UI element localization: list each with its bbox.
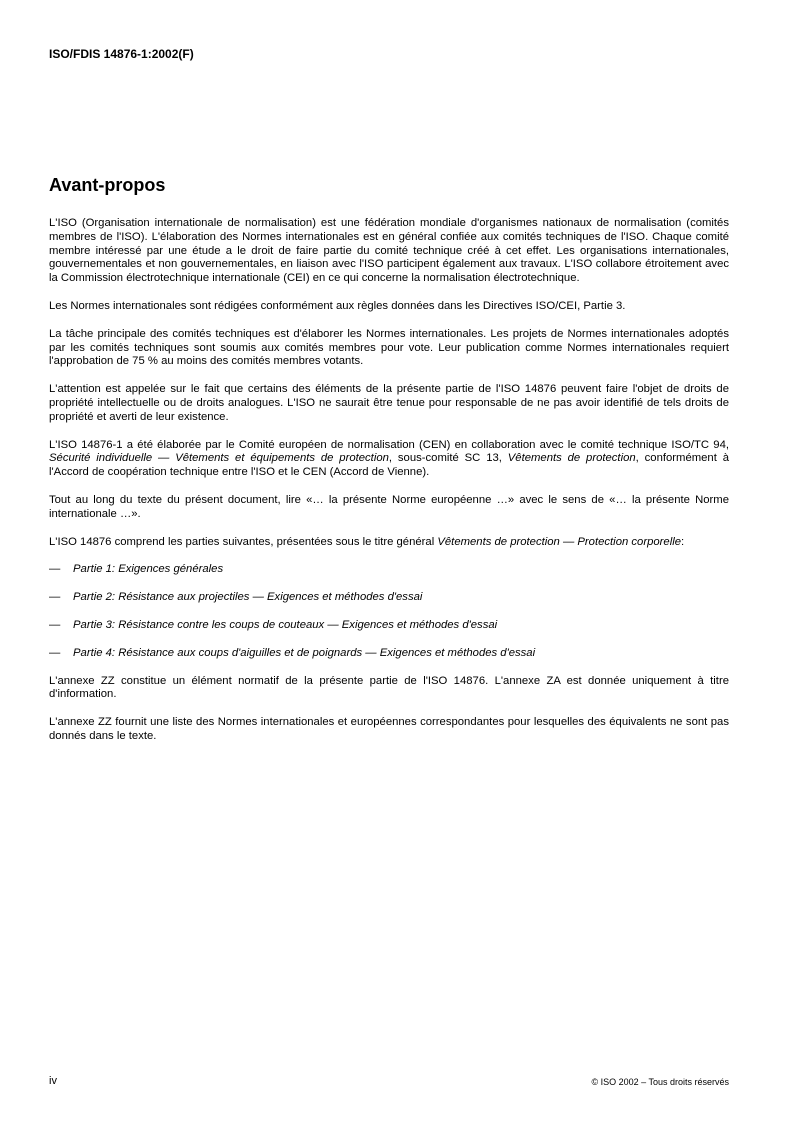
part-title: Partie 3: Résistance contre les coups de couteaux — Exigences et méthodes d'essai	[73, 618, 498, 631]
part-title: Partie 2: Résistance aux projectiles — Exigences et méthodes d'essai	[73, 591, 423, 604]
part-title: Partie 4: Résistance aux coups d'aiguilles et de poignards — Exigences et méthodes d'essai	[73, 646, 536, 659]
paragraph-reading-note: Tout au long du texte du présent document, lire «… la présente Norme européenne …» avec le sens de «… la présente Norme internationale …».	[49, 493, 729, 520]
document-reference: ISO/FDIS 14876-1:2002(F)	[49, 47, 194, 61]
paragraph-committees: La tâche principale des comités techniques est d'élaborer les Normes internationales. Les projets de Normes internationales adoptés par les comités techniques sont soumis aux comités membres pour vote. Leur publication comme Normes internationales requiert l'approbation de 75 % au moins des comités membres votants.	[49, 327, 729, 368]
page-title: Avant-propos	[49, 175, 166, 195]
list-item	[49, 619, 729, 633]
document-body	[49, 217, 729, 758]
part-title: Partie 1: Exigences générales	[73, 563, 224, 576]
paragraph-parts-intro	[49, 536, 729, 550]
dash-marker: —	[49, 563, 61, 576]
p7-text-a: L'ISO 14876 comprend les parties suivantes, présentées sous le titre général	[49, 535, 438, 548]
page-number: iv	[49, 1075, 57, 1087]
p5-text-b: , sous-comité SC 13,	[388, 452, 508, 465]
p5-text-c: , conformément à l'Accord de coopération technique entre l'ISO et le CEN (Accord de Vienne).	[49, 452, 729, 479]
p7-text-b: :	[681, 535, 685, 548]
p5-title-b: Vêtements de protection	[507, 452, 636, 465]
paragraph-iso-intro: L'ISO (Organisation internationale de normalisation) est une fédération mondiale d'organismes nationaux de normalisation (comités membres de l'ISO). L'élaboration des Normes internationales est en général confiée aux comités techniques de l'ISO. Chaque comité membre intéressé par une étude a le droit de faire partie du comité technique créé à cet effet. Les organisations internationales, gouvernementales et non gouvernementales, en liaison avec l'ISO participent également aux travaux. L'ISO collabore étroitement avec la Commission électrotechnique internationale (CEI) en ce qui concerne la normalisation électrotechnique.	[49, 217, 729, 285]
list-item	[49, 591, 729, 605]
p7-title: Vêtements de protection — Protection corporelle	[437, 535, 681, 548]
dash-marker: —	[49, 591, 61, 604]
dash-marker: —	[49, 646, 61, 659]
paragraph-patent-rights: L'attention est appelée sur le fait que certains des éléments de la présente partie de l'ISO 14876 peuvent faire l'objet de droits de propriété intellectuelle ou de droits analogues. L'ISO ne saurait être tenue pour responsable de ne pas avoir identifié de tels droits de propriété et averti de leur existence.	[49, 383, 729, 423]
dash-marker: —	[49, 618, 61, 631]
copyright-notice: © ISO 2002 – Tous droits réservés	[591, 1077, 729, 1087]
paragraph-annex-normative: L'annexe ZZ constitue un élément normatif de la présente partie de l'ISO 14876. L'annexe ZA est donnée uniquement à titre d'information.	[49, 674, 729, 701]
paragraph-prepared-by	[49, 439, 729, 480]
p5-title-a: Sécurité individuelle — Vêtements et équipements de protection	[49, 452, 389, 465]
p5-text-a: L'ISO 14876-1 a été élaborée par le Comité européen de normalisation (CEN) en collaboration avec le comité technique ISO/TC 94,	[49, 438, 729, 451]
list-item	[49, 647, 729, 661]
list-item	[49, 563, 729, 577]
paragraph-directives: Les Normes internationales sont rédigées conformément aux règles données dans les Directives ISO/CEI, Partie 3.	[49, 299, 626, 312]
paragraph-annex-list: L'annexe ZZ fournit une liste des Normes internationales et européennes correspondantes pour lesquelles des équivalents ne sont pas donnés dans le texte.	[49, 716, 729, 742]
